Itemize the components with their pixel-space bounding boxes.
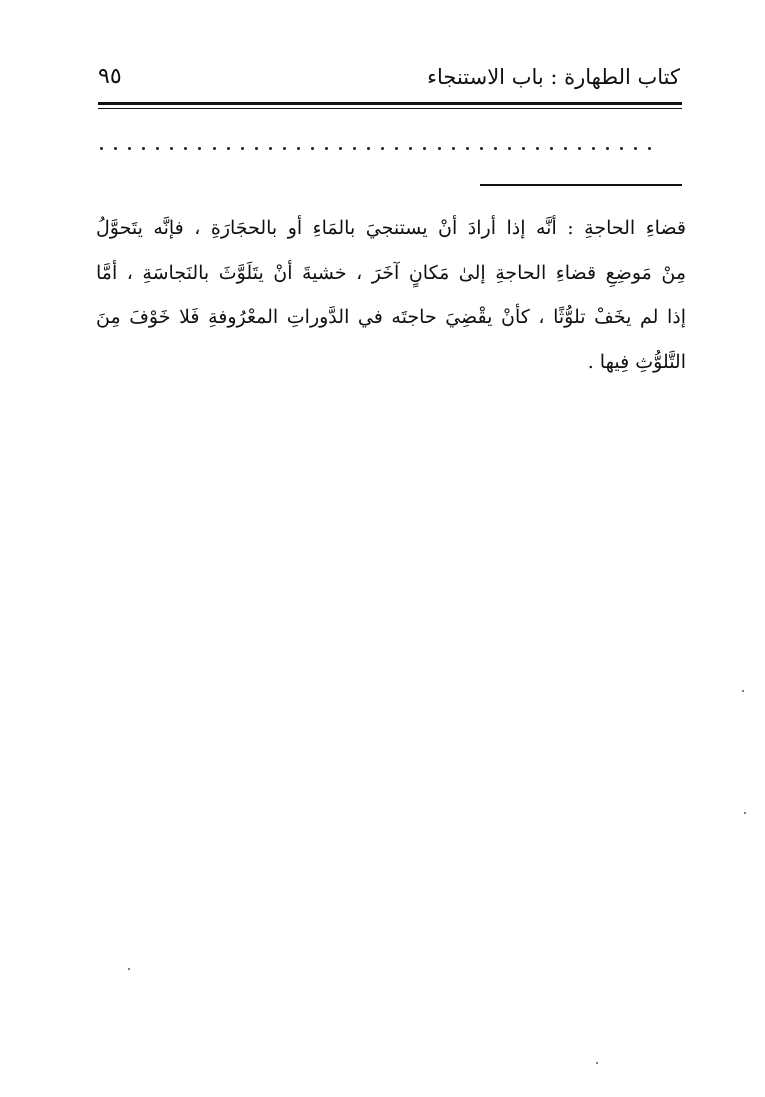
ellipsis-dot	[184, 147, 187, 150]
scan-speck	[596, 1062, 598, 1064]
page-number: ٩٥	[98, 64, 122, 89]
ellipsis-dot	[578, 147, 581, 150]
ellipsis-dot	[156, 147, 159, 150]
ellipsis-dot	[409, 147, 412, 150]
ellipsis-dot	[592, 147, 595, 150]
ellipsis-dot	[522, 147, 525, 150]
ellipsis-dot	[227, 147, 230, 150]
ellipsis-dot	[241, 147, 244, 150]
ellipsis-dot	[395, 147, 398, 150]
ellipsis-dot	[170, 147, 173, 150]
ellipsis-dot	[381, 147, 384, 150]
ellipsis-dot	[283, 147, 286, 150]
header-rule-thick	[98, 102, 682, 105]
ellipsis-dot	[466, 147, 469, 150]
paragraph-line: قضاءِ الحاجةِ : أنَّه إذا أرادَ أنْ يستنجيَ بالمَاءِ أو بالحجَارَةِ ، فإنَّه يتَحوَّلُ	[96, 217, 686, 239]
ellipsis-dot	[128, 147, 131, 150]
running-title: كتاب الطهارة : باب الاستنجاء	[427, 65, 680, 89]
header-rule-thin	[98, 108, 682, 109]
ellipsis-dot	[494, 147, 497, 150]
body-paragraph	[96, 206, 686, 384]
paragraph-line: التَّلوُّثِ فِيها .	[587, 350, 686, 373]
ellipsis-dot	[606, 147, 609, 150]
paragraph-line: إذا لم يخَفْ تلوُّثًا ، كأنْ يقْضِيَ حاجتَه في الدَّوراتِ المعْرُوفةِ فَلا خَوْفَ مِنَ	[96, 306, 686, 328]
ellipsis-dot	[367, 147, 370, 150]
ellipsis-dot	[648, 147, 651, 150]
ellipsis-dot	[564, 147, 567, 150]
ellipsis-dot	[100, 147, 103, 150]
ellipsis-dot	[198, 147, 201, 150]
ellipsis-dots-row	[100, 138, 652, 158]
ellipsis-dot	[480, 147, 483, 150]
ellipsis-dot	[620, 147, 623, 150]
section-separator-rule	[480, 184, 682, 186]
ellipsis-dot	[297, 147, 300, 150]
ellipsis-dot	[353, 147, 356, 150]
ellipsis-dot	[508, 147, 511, 150]
ellipsis-dot	[634, 147, 637, 150]
scan-speck	[742, 690, 744, 692]
ellipsis-dot	[114, 147, 117, 150]
ellipsis-dot	[550, 147, 553, 150]
ellipsis-dot	[536, 147, 539, 150]
ellipsis-dot	[311, 147, 314, 150]
ellipsis-dot	[213, 147, 216, 150]
page-header	[98, 58, 682, 98]
ellipsis-dot	[255, 147, 258, 150]
ellipsis-dot	[269, 147, 272, 150]
ellipsis-dot	[142, 147, 145, 150]
ellipsis-dot	[438, 147, 441, 150]
ellipsis-dot	[452, 147, 455, 150]
ellipsis-dot	[339, 147, 342, 150]
ellipsis-dot	[325, 147, 328, 150]
scan-speck	[128, 968, 130, 970]
scan-speck	[744, 812, 746, 814]
ellipsis-dot	[423, 147, 426, 150]
paragraph-line: مِنْ مَوضِعِ قضاءِ الحاجةِ إلىٰ مَكانٍ آخَرَ ، خشيةَ أنْ يتَلَوَّثَ بالنَجاسَةِ ، أمَّا	[96, 261, 686, 284]
